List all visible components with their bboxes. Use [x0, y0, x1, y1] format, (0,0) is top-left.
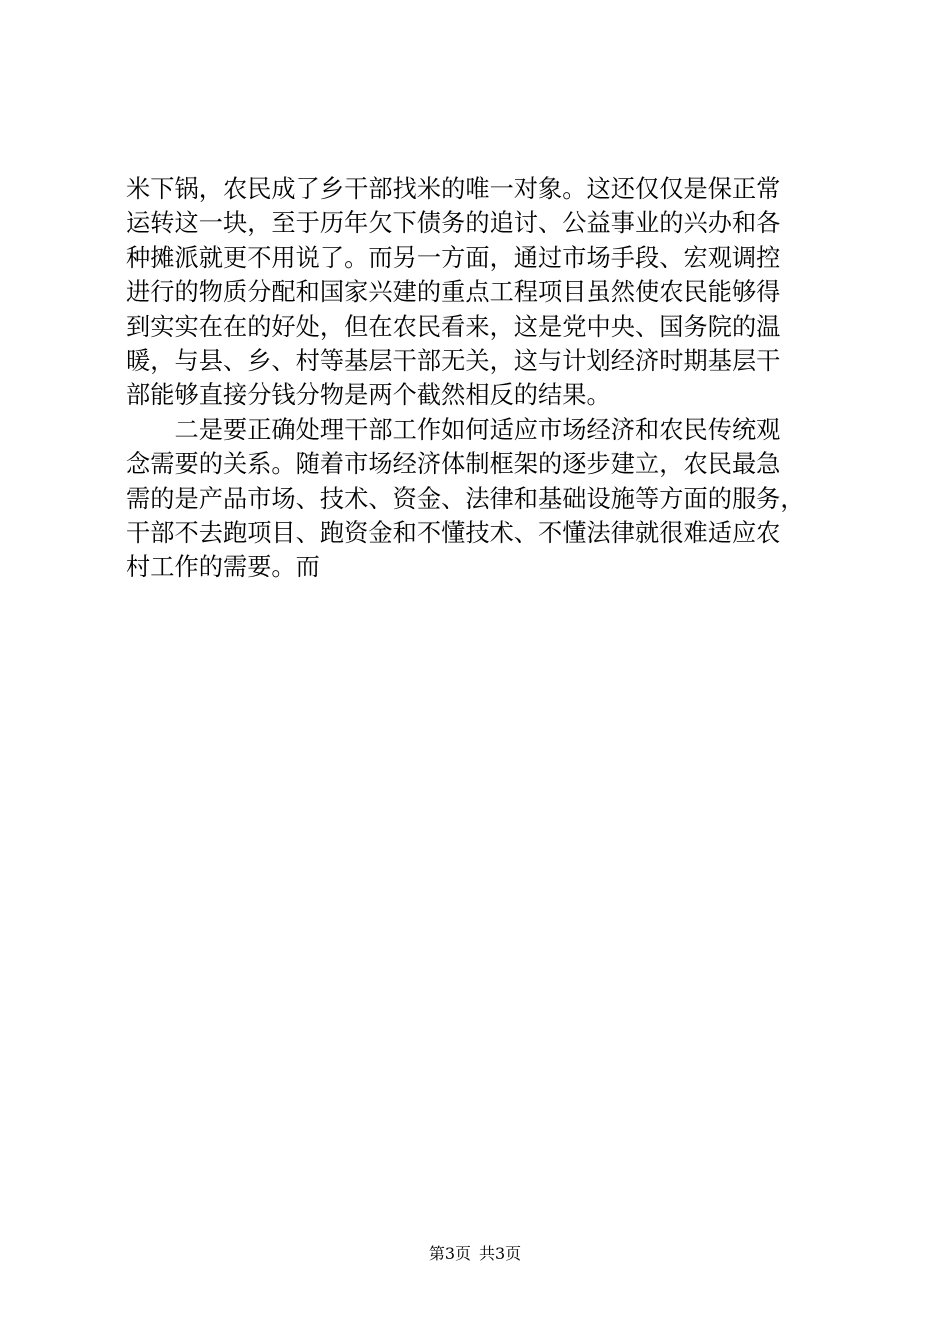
text-line: 进行的物质分配和国家兴建的重点工程项目虽然使农民能够得 — [126, 278, 781, 307]
text-line: 到实实在在的好处，但在农民看来，这是党中央、国务院的温 — [126, 312, 781, 341]
text-line: 运转这一块，至于历年欠下债务的追讨、公益事业的兴办和各 — [126, 209, 781, 238]
text-line: 部能够直接分钱分物是两个截然相反的结果。 — [126, 381, 611, 410]
text-line: 干部不去跑项目、跑资金和不懂技术、不懂法律就很难适应农 — [126, 518, 781, 547]
text-line: 米下锅，农民成了乡干部找米的唯一对象。这还仅仅是保正常 — [126, 175, 781, 203]
text-line: 二是要正确处理干部工作如何适应市场经济和农民传统观 — [126, 415, 781, 444]
page-footer — [0, 1243, 950, 1265]
text-line: 需的是产品市场、技术、资金、法律和基础设施等方面的服务， — [126, 484, 805, 513]
page-number-current: 第3页 — [428, 1244, 471, 1263]
text-line: 村工作的需要。而 — [126, 553, 320, 582]
page-number-total: 共3页 — [479, 1244, 522, 1263]
body-text — [126, 172, 836, 585]
text-line: 暖，与县、乡、村等基层干部无关，这与计划经济时期基层干 — [126, 346, 781, 375]
text-line: 念需要的关系。随着市场经济体制框架的逐步建立，农民最急 — [126, 450, 781, 479]
text-line: 种摊派就更不用说了。而另一方面，通过市场手段、宏观调控 — [126, 243, 781, 272]
